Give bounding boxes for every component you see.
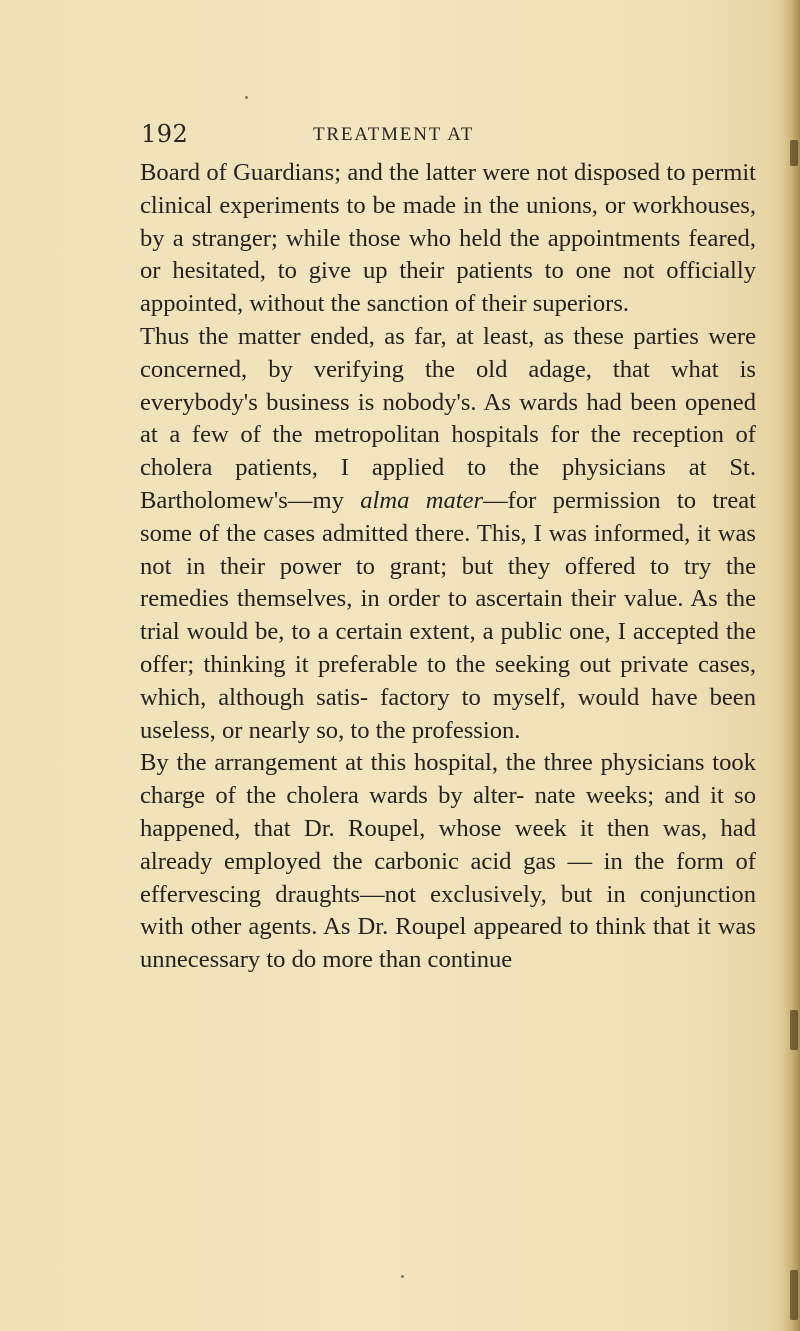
running-head: TREATMENT AT xyxy=(313,124,475,145)
paragraph-text: Thus the matter ended, as far, at least, as these parties were concerned, by verifying the old adage, that what is everybody's business is nobody's. As wards had been opened at a few of the metropolitan hospitals for the reception of cholera patients, I applied to the physicians at St. Bartholomew's—my xyxy=(140,322,756,514)
page-edge-mark xyxy=(790,1010,798,1050)
italic-phrase: alma mater xyxy=(360,486,484,514)
paragraph-text: By the arrangement at this hospital, the three physicians took charge of the cholera wards by alter- nate weeks; and it so happened, that Dr. Roupel, whose week it then was, had already employed the carbonic acid gas — in the form of effervescing draughts—not exclusively, but in conjunction with other agents. As Dr. Roupel appeared to think that it was unnecessary to do more than continue xyxy=(140,749,756,974)
paragraph-1 xyxy=(140,157,756,321)
paragraph-3 xyxy=(140,747,756,977)
paragraph-text: —for permission to treat some of the cases admitted there. This, I was informed, it was not in their power to grant; but they offered to try the remedies themselves, in order to ascertain their value. As the trial would be, to a certain extent, a public one, I accepted the offer; thinking it preferable to the seeking out private cases, which, although satis- factory to myself, would have been useless, or nearly so, to the profession. xyxy=(140,486,757,744)
page-edge-mark xyxy=(790,1270,798,1320)
page-number: 192 xyxy=(141,120,189,148)
paragraph-2 xyxy=(140,321,756,747)
page-edge-shadow xyxy=(782,0,800,1331)
page-header xyxy=(0,114,800,154)
paragraph-text: Board of Guardians; and the latter were not disposed to permit clinical experiments to be made in the unions, or workhouses, by a stranger; while those who held the appointments feared, or hesitated, to give up their patients to one not officially appointed, without the sanction of their superiors. xyxy=(140,159,756,318)
paper-speck xyxy=(401,1275,404,1278)
paper-speck xyxy=(245,96,248,99)
body-text xyxy=(140,157,756,977)
